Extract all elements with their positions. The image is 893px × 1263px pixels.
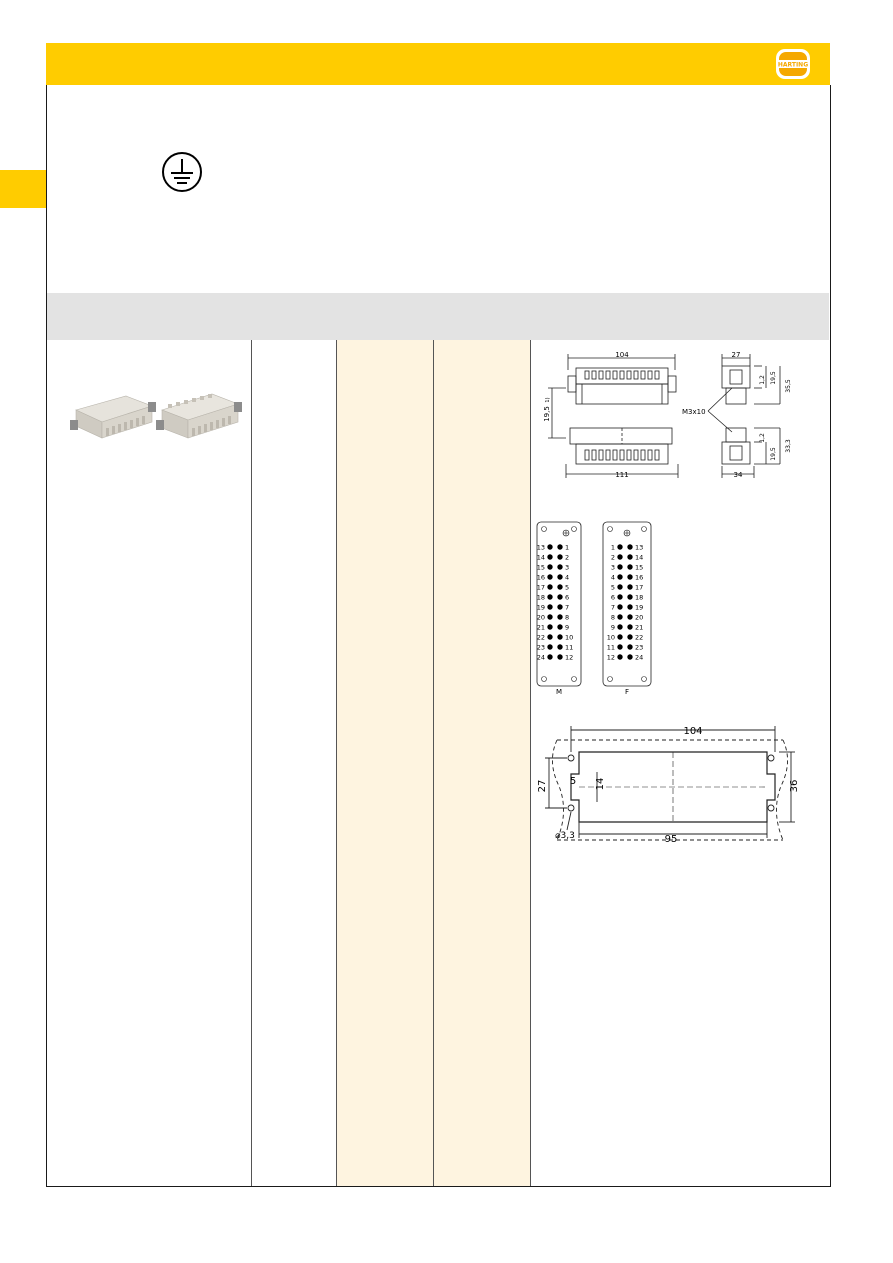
female-pin-contact <box>627 614 632 619</box>
male-pin-label: 22 <box>536 633 545 642</box>
female-pin-contact <box>617 544 622 549</box>
female-pin-label: 24 <box>635 653 644 662</box>
pinout-diagram <box>535 518 665 698</box>
column-divider <box>336 340 337 1186</box>
female-pin-label: 2 <box>610 553 615 562</box>
male-pin-contact <box>547 614 552 619</box>
female-pin-label: 18 <box>635 593 644 602</box>
product-photo <box>62 388 242 448</box>
harting-logo <box>773 47 813 81</box>
svg-text:104: 104 <box>683 726 703 737</box>
female-pin-label: 10 <box>606 633 615 642</box>
male-pin-contact <box>557 654 562 659</box>
male-pin-contact <box>557 644 562 649</box>
male-pin-contact <box>557 554 562 559</box>
male-pin-label: 10 <box>565 633 574 642</box>
male-pin-contact <box>557 594 562 599</box>
header-bar <box>46 43 830 85</box>
female-pin-contact <box>627 654 632 659</box>
dimension-drawing-side <box>540 348 830 488</box>
protective-earth-icon <box>160 151 204 193</box>
panel-cutout-drawing <box>535 722 805 852</box>
svg-text:1,2: 1,2 <box>759 433 766 443</box>
female-pin-label: 11 <box>606 643 615 652</box>
male-pin-contact <box>557 574 562 579</box>
male-pin-label: 18 <box>536 593 545 602</box>
svg-text:111: 111 <box>615 471 629 479</box>
male-pin-contact <box>547 634 552 639</box>
female-pin-contact <box>627 634 632 639</box>
male-pin-label: 9 <box>565 623 570 632</box>
male-pin-label: 23 <box>536 643 545 652</box>
svg-text:104: 104 <box>615 351 629 359</box>
female-pin-label: 13 <box>635 543 644 552</box>
male-label: M <box>555 688 563 696</box>
svg-text:⌀3,3: ⌀3,3 <box>555 831 575 841</box>
male-pin-label: 4 <box>565 573 570 582</box>
female-pin-label: 14 <box>635 553 644 562</box>
female-pin-label: 21 <box>635 623 644 632</box>
female-pin-contact <box>627 624 632 629</box>
male-pin-contact <box>557 544 562 549</box>
female-pin-contact <box>617 604 622 609</box>
svg-text:HARTING: HARTING <box>777 61 809 69</box>
male-pin-label: 5 <box>565 583 570 592</box>
female-pin-contact <box>627 584 632 589</box>
male-pin-contact <box>557 584 562 589</box>
female-pin-label: 6 <box>610 593 615 602</box>
table-column-highlight-2 <box>434 340 530 1186</box>
male-pin-label: 17 <box>536 583 545 592</box>
female-pin-label: 9 <box>610 623 615 632</box>
male-pin-label: 6 <box>565 593 570 602</box>
male-pin-label: 8 <box>565 613 570 622</box>
female-pin-label: 19 <box>635 603 644 612</box>
svg-text:19,5: 19,5 <box>770 447 777 461</box>
svg-text:35,5: 35,5 <box>785 379 792 393</box>
female-pin-label: 1 <box>610 543 615 552</box>
female-pin-contact <box>617 634 622 639</box>
svg-text:36: 36 <box>789 779 800 793</box>
male-pin-contact <box>557 614 562 619</box>
male-pin-label: 20 <box>536 613 545 622</box>
female-face <box>603 522 651 686</box>
male-face <box>537 522 581 686</box>
svg-text:5: 5 <box>569 776 577 787</box>
female-pin-contact <box>627 554 632 559</box>
male-pin-contact <box>547 644 552 649</box>
female-pin-label: 17 <box>635 583 644 592</box>
svg-text:27: 27 <box>537 779 548 793</box>
female-pin-grid <box>607 544 644 662</box>
svg-text:19,5: 19,5 <box>770 371 777 385</box>
male-pin-label: 16 <box>536 573 545 582</box>
male-pin-label: 1 <box>565 543 570 552</box>
female-pin-label: 8 <box>610 613 615 622</box>
male-pin-contact <box>547 654 552 659</box>
male-pin-label: 21 <box>536 623 545 632</box>
svg-text:1): 1) <box>545 397 551 403</box>
female-pin-contact <box>627 574 632 579</box>
female-pin-label: 4 <box>610 573 615 582</box>
female-pin-contact <box>617 554 622 559</box>
svg-text:34: 34 <box>733 471 743 479</box>
female-pin-contact <box>627 604 632 609</box>
female-pin-label: 3 <box>610 563 615 572</box>
table-column-highlight-1 <box>337 340 433 1186</box>
male-pin-label: 13 <box>536 543 545 552</box>
male-pin-contact <box>547 574 552 579</box>
male-pin-contact <box>547 594 552 599</box>
male-pin-label: 12 <box>565 653 574 662</box>
female-pin-label: 7 <box>610 603 615 612</box>
female-pin-contact <box>617 644 622 649</box>
female-pin-contact <box>617 594 622 599</box>
female-pin-label: 22 <box>635 633 644 642</box>
female-pin-label: 20 <box>635 613 644 622</box>
svg-text:M3x10: M3x10 <box>682 408 706 416</box>
male-pin-label: 2 <box>565 553 570 562</box>
column-divider <box>433 340 434 1186</box>
male-pin-label: 14 <box>536 553 545 562</box>
female-pin-contact <box>627 594 632 599</box>
female-pin-contact <box>617 624 622 629</box>
svg-text:1,2: 1,2 <box>759 375 766 385</box>
female-pin-contact <box>627 564 632 569</box>
female-pin-contact <box>617 614 622 619</box>
female-pin-label: 16 <box>635 573 644 582</box>
side-tab-marker <box>0 170 46 208</box>
table-header-band <box>47 293 829 340</box>
svg-text:95: 95 <box>664 834 678 845</box>
svg-text:19,5: 19,5 <box>543 406 551 422</box>
female-pin-contact <box>627 644 632 649</box>
male-pin-contact <box>557 624 562 629</box>
male-pin-contact <box>547 564 552 569</box>
female-pin-contact <box>617 584 622 589</box>
male-pin-contact <box>557 604 562 609</box>
svg-text:27: 27 <box>731 351 741 359</box>
female-pin-contact <box>617 564 622 569</box>
female-pin-label: 5 <box>610 583 615 592</box>
svg-text:14: 14 <box>595 777 606 791</box>
male-pin-label: 15 <box>536 563 545 572</box>
female-label: F <box>624 688 630 696</box>
male-pin-contact <box>547 624 552 629</box>
male-pin-contact <box>557 564 562 569</box>
male-pin-label: 24 <box>536 653 545 662</box>
female-pin-label: 12 <box>606 653 615 662</box>
column-divider <box>251 340 252 1186</box>
male-pin-label: 11 <box>565 643 574 652</box>
male-pin-contact <box>547 584 552 589</box>
female-pin-contact <box>627 544 632 549</box>
male-pin-contact <box>557 634 562 639</box>
female-pin-contact <box>617 574 622 579</box>
female-pin-label: 23 <box>635 643 644 652</box>
male-pin-contact <box>547 604 552 609</box>
male-pin-label: 3 <box>565 563 570 572</box>
svg-text:33,3: 33,3 <box>785 439 792 453</box>
male-pin-label: 19 <box>536 603 545 612</box>
male-pin-contact <box>547 544 552 549</box>
male-pin-grid <box>537 544 574 662</box>
column-divider <box>530 340 531 1186</box>
female-pin-label: 15 <box>635 563 644 572</box>
male-pin-contact <box>547 554 552 559</box>
female-pin-contact <box>617 654 622 659</box>
male-pin-label: 7 <box>565 603 570 612</box>
